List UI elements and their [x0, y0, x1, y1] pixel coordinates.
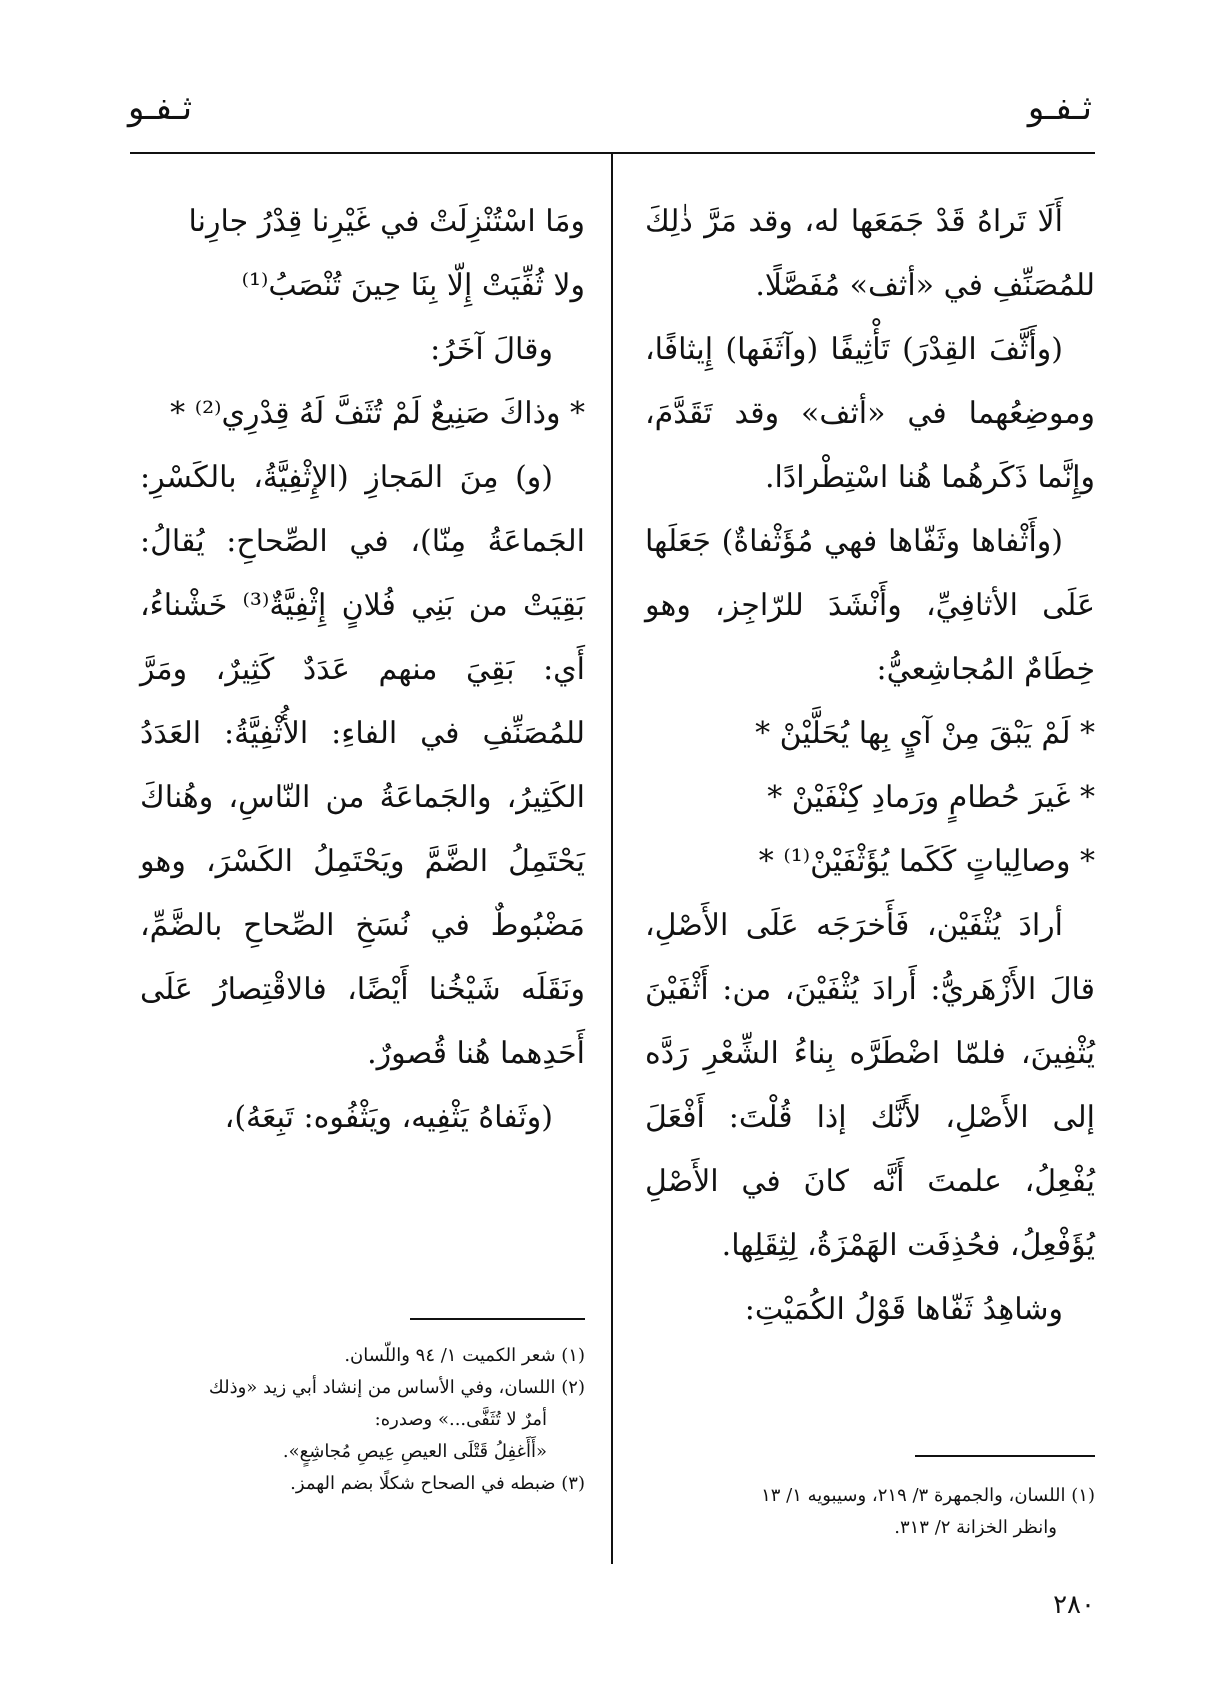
- footnote-continuation: «أَأَغفِلُ قَتْلَى العيصِ عِيصِ مُجاشِعٍ».: [282, 1441, 547, 1462]
- paragraph: (و) مِنَ المَجازِ (الإِثْفِيَّةُ، بالكَسْرِ: الجَماعَةُ مِنّا)، في الصِّحاحِ: يُقالُ: بَقِيَتْ من بَنِي فُلانٍ إِثْفِيَّةٌ⁽³⁾ خَشْناءُ، أَي: بَقِيَ منهم عَدَدٌ كَثِيرٌ، ومَرَّ للمُصَنِّفِ في الفاءِ: الأُثْفِيَّةُ: العَدَدُ الكَثِيرُ، والجَماعَةُ من النّاسِ، وهُناكَ يَحْتَمِلُ الضَّمَّ ويَحْتَمِلُ الكَسْرَ، وهو مَضْبُوطٌ في نُسَخِ الصِّحاحِ بالضَّمِّ، ونَقَلَه شَيْخُنا أَيْضًا، فالاقْتِصارُ عَلَى أَحَدِهما هُنا قُصورٌ.: [140, 460, 585, 1071]
- footnotes-right: [645, 1480, 1095, 1544]
- left-column: [140, 190, 585, 1150]
- footnote-rule-right: [915, 1455, 1095, 1457]
- running-header-left: ثـفـو: [128, 88, 193, 128]
- paragraph: (وأَثَّفَ القِدْرَ) تَأْثِيفًا (وآثَفَها) إِيثافًا، وموضِعُهما في «أثف» وقد تَقَدَّمَ، وإِنَّما ذَكَرهُما هُنا اسْتِطْرادًا.: [645, 332, 1095, 495]
- verse-line: * لَمْ يَبْقَ مِنْ آيٍ بِها يُحَلَّيْنْ *: [755, 716, 1095, 751]
- paragraph: أَلَا تَراهُ قَدْ جَمَعَها له، وقد مَرَّ ذٰلِكَ للمُصَنِّفِ في «أثف» مُفَصَّلًا.: [645, 204, 1095, 303]
- footnote-continuation: وانظر الخزانة ٢/ ٣١٣.: [894, 1517, 1057, 1538]
- footnote-rule-left: [410, 1318, 585, 1320]
- verse-line: * غَيرَ حُطامٍ ورَمادِ كِنْفَيْنْ *: [767, 780, 1095, 815]
- page-number: ٢٨٠: [1053, 1590, 1095, 1620]
- footnote: (٣) ضبطه في الصحاح شكلًا بضم الهمز.: [290, 1473, 585, 1494]
- footnote-continuation: أمرٌ لا تُثَفَّى...» وصدره:: [374, 1409, 547, 1430]
- verse-line: ولا ثُفِّيَتْ إِلّا بِنَا حِينَ تُنْصَبُ⁽¹⁾: [241, 268, 585, 303]
- paragraph: (وثَفاهُ يَثْفِيه، ويَثْفُوه: تَبِعَهُ)،: [224, 1100, 553, 1135]
- column-divider: [611, 154, 613, 1564]
- paragraph: وشاهِدُ ثَفّاها قَوْلُ الكُمَيْتِ:: [744, 1292, 1063, 1327]
- footnotes-left: [140, 1340, 585, 1500]
- verse-line: ومَا اسْتُنْزِلَتْ في غَيْرِنا قِدْرُ جارِنا: [188, 204, 585, 239]
- paragraph: وقالَ آخَرُ:: [430, 332, 553, 367]
- paragraph: أرادَ يُثْفَيْن، فَأَخرَجَه عَلَى الأَصْلِ، قالَ الأَزْهَريُّ: أَرادَ يُثْفَيْنَ، من: أَثْفَيْنَ يُثْفِينَ، فلمّا اضْطَرَّه بِناءُ الشِّعْرِ رَدَّه إلى الأَصْلِ، لأَنَّك إذا قُلْتَ: أَفْعَلَ يُفْعِلُ، علمتَ أَنَّه كانَ في الأَصْلِ يُؤَفْعِلُ، فحُذِفَت الهَمْزَةُ، لِثِقَلِها.: [645, 908, 1095, 1263]
- footnote: (٢) اللسان، وفي الأساس من إنشاد أبي زيد «وذلك: [208, 1377, 585, 1398]
- footnote: (١) اللسان، والجمهرة ٣/ ٢١٩، وسيبويه ١/ ١٣: [761, 1485, 1095, 1506]
- paragraph: (وأَثْفاها وثَفّاها فهي مُؤَثْفاةٌ) جَعَلَها عَلَى الأثافِيِّ، وأَنْشَدَ للرّاجِز، وهو خِطَامٌ المُجاشِعيُّ:: [645, 524, 1095, 687]
- verse-line: * وصالِياتٍ كَكَما يُؤَثْفَيْنْ⁽¹⁾ *: [758, 844, 1095, 879]
- running-header-right: ثـفـو: [1027, 88, 1092, 128]
- verse-line: * وذاكَ صَنِيعٌ لَمْ تُثَفَّ لَهُ قِدْرِي⁽²⁾ *: [170, 396, 585, 431]
- right-column: [645, 190, 1095, 1342]
- footnote: (١) شعر الكميت ١/ ٩٤ واللّسان.: [344, 1345, 585, 1366]
